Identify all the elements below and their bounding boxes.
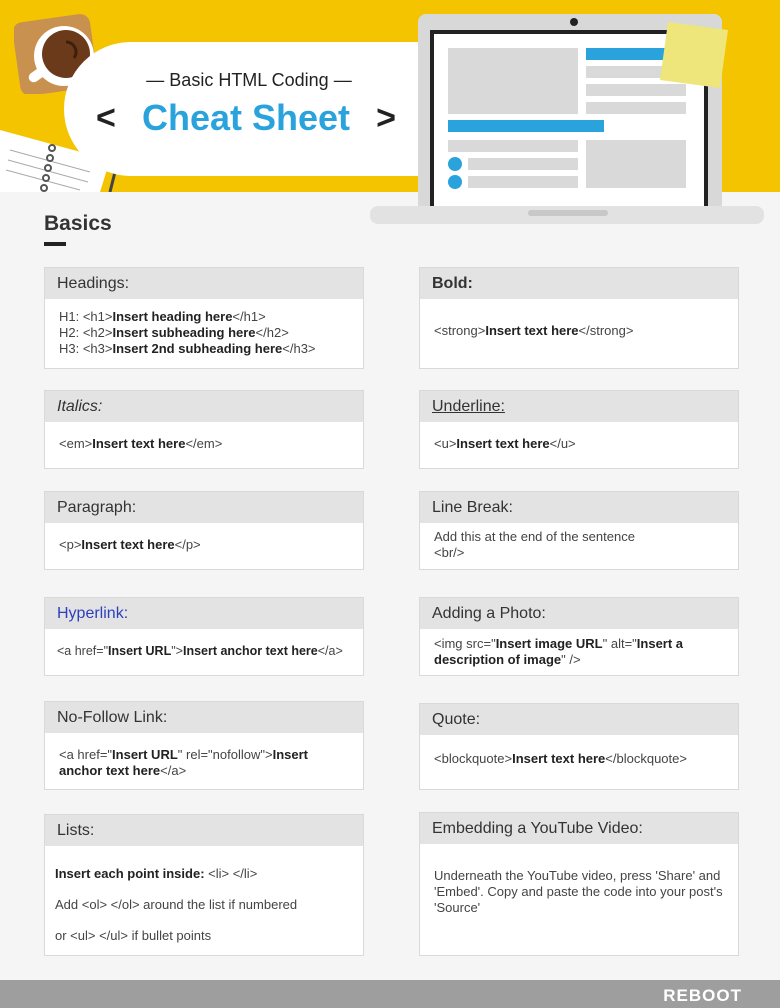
code-tag: </blockquote> <box>605 751 687 766</box>
code-placeholder: Insert text here <box>92 436 186 451</box>
lists-line-2: Add <ol> </ol> around the list if numbered <box>55 897 298 912</box>
code-tag: </u> <box>549 436 576 451</box>
code-placeholder: Insert text here <box>512 751 606 766</box>
code-placeholder: Insert text here <box>456 436 550 451</box>
card-body: Underneath the YouTube video, press 'Share' and 'Embed'. Copy and paste the code into your post's 'Source' <box>434 868 723 915</box>
body-text-bold: Insert each point inside: <box>55 866 205 881</box>
page-subtitle: — Basic HTML Coding — <box>146 70 352 90</box>
card-hyperlink <box>44 597 364 676</box>
code-placeholder: Insert text here <box>81 537 175 552</box>
lists-line-3: or <ul> </ul> if bullet points <box>55 928 212 943</box>
code-tag: H1: <h1> <box>59 309 113 324</box>
card-title: Quote: <box>420 704 738 735</box>
code-placeholder: Insert heading here <box>112 309 233 324</box>
card-paragraph <box>44 491 364 570</box>
card-bold <box>419 267 739 369</box>
code-tag: <strong> <box>434 323 486 338</box>
code-tag: H2: <h2> <box>59 325 113 340</box>
card-title: Paragraph: <box>45 492 363 523</box>
code-tag: "> <box>171 644 183 658</box>
code-placeholder: Insert a description of image <box>434 636 684 667</box>
card-line-break <box>419 491 739 570</box>
card-body <box>420 422 738 460</box>
card-title: Line Break: <box>420 492 738 523</box>
card-italics <box>44 390 364 469</box>
body-text: Add this at the end of the sentence <box>434 529 635 544</box>
card-photo <box>419 597 739 676</box>
card-body <box>45 846 363 952</box>
code-tag: " rel="nofollow"> <box>177 747 273 762</box>
card-quote <box>419 703 739 790</box>
code-tag: </em> <box>185 436 223 451</box>
code-tag: <a href=" <box>59 747 113 762</box>
code-placeholder: Insert URL <box>108 644 172 658</box>
code-tag: " alt=" <box>602 636 637 651</box>
section-title: Basics <box>44 212 112 235</box>
page-title: Cheat Sheet <box>141 97 351 138</box>
code-placeholder: Insert subheading here <box>112 325 256 340</box>
heading-line-2 <box>59 325 349 341</box>
code-placeholder: Insert image URL <box>495 636 603 651</box>
laptop-illustration <box>368 14 768 234</box>
code-tag: <em> <box>59 436 93 451</box>
heading-line-1 <box>59 309 349 325</box>
card-lists <box>44 814 364 956</box>
card-body <box>420 299 738 347</box>
lists-line-1 <box>55 866 349 882</box>
code-tag: <blockquote> <box>434 751 513 766</box>
card-body <box>45 629 363 667</box>
card-underline <box>419 390 739 469</box>
card-body <box>45 299 363 365</box>
card-no-follow-link <box>44 701 364 790</box>
card-body <box>420 629 738 676</box>
card-body <box>420 523 738 569</box>
section-underline <box>44 242 66 246</box>
code-tag: </strong> <box>578 323 634 338</box>
code-tag: </a> <box>317 644 343 658</box>
card-title: Italics: <box>45 391 363 422</box>
code-tag: <img src=" <box>434 636 496 651</box>
code-tag: " /> <box>561 652 581 667</box>
card-title: Headings: <box>45 268 363 299</box>
code-tag: <a href=" <box>57 644 109 658</box>
card-headings <box>44 267 364 369</box>
chevron-right-icon: > <box>376 98 396 137</box>
code-tag: </a> <box>160 763 187 778</box>
card-body <box>45 422 363 460</box>
code-placeholder: Insert 2nd subheading here <box>112 341 283 356</box>
reboot-logo: REBOOT <box>663 986 742 1005</box>
code-tag: </h1> <box>232 309 266 324</box>
code-tag: <p> <box>59 537 82 552</box>
code-placeholder: Insert anchor text here <box>182 644 318 658</box>
code-tag: <br/> <box>434 545 465 560</box>
card-body <box>420 735 738 775</box>
card-title: Adding a Photo: <box>420 598 738 629</box>
card-title: No-Follow Link: <box>45 702 363 733</box>
code-tag: <u> <box>434 436 457 451</box>
code-tag: </h2> <box>255 325 289 340</box>
card-youtube <box>419 812 739 956</box>
chevron-left-icon: < <box>96 98 116 137</box>
code-tag: </h3> <box>282 341 316 356</box>
code-tag: <li> </li> <box>204 866 258 881</box>
code-tag: </p> <box>174 537 201 552</box>
card-title: Lists: <box>45 815 363 846</box>
code-placeholder: Insert anchor text here <box>59 747 308 778</box>
card-title: Embedding a YouTube Video: <box>420 813 738 844</box>
card-title: Hyperlink: <box>45 598 363 629</box>
card-title: Bold: <box>420 268 738 299</box>
card-body <box>45 523 363 561</box>
code-placeholder: Insert URL <box>112 747 178 762</box>
card-title: Underline: <box>420 391 738 422</box>
page-title-row <box>96 94 396 142</box>
code-placeholder: Insert text here <box>485 323 579 338</box>
code-tag: H3: <h3> <box>59 341 113 356</box>
heading-line-3 <box>59 341 349 357</box>
card-body <box>45 733 363 787</box>
